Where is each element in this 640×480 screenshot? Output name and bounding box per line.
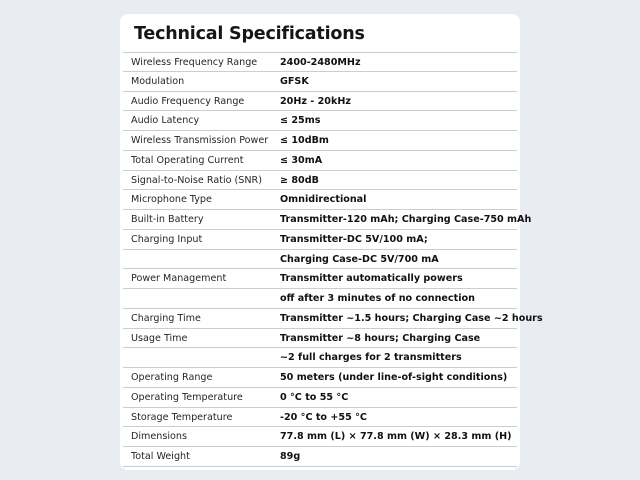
- spec-value: 50 meters (under line-of-sight conditions): [280, 372, 508, 383]
- spec-label: Audio Latency: [131, 115, 200, 127]
- spec-label: Microphone Type: [131, 194, 212, 206]
- spec-row: [123, 171, 517, 191]
- spec-row: [123, 230, 517, 250]
- spec-value: Transmitter ~1.5 hours; Charging Case ~2 hours: [280, 312, 543, 324]
- spec-value: -20 °C to +55 °C: [280, 411, 367, 423]
- spec-row: [123, 408, 517, 428]
- page-title: Technical Specifications: [134, 24, 365, 44]
- spec-value: ≥ 80dB: [280, 174, 319, 186]
- spec-row: [123, 210, 532, 230]
- spec-row: [123, 348, 517, 368]
- spec-label: Modulation: [131, 75, 185, 87]
- spec-value: Transmitter-DC 5V/100 mA;: [280, 233, 428, 245]
- spec-value: Charging Case-DC 5V/700 mA: [280, 253, 439, 265]
- spec-value: ≤ 10dBm: [280, 135, 329, 146]
- spec-label: Power Management: [131, 273, 227, 285]
- spec-label: Usage Time: [131, 332, 188, 344]
- spec-label: Operating Range: [131, 372, 213, 383]
- spec-label: Total Weight: [131, 451, 190, 462]
- spec-row: [123, 388, 517, 408]
- spec-value: 0 °C to 55 °C: [280, 391, 349, 403]
- spec-label: Storage Temperature: [131, 411, 233, 423]
- spec-value: 20Hz - 20kHz: [280, 95, 351, 107]
- spec-value: 89g: [280, 451, 301, 462]
- spec-label: Total Operating Current: [131, 154, 244, 166]
- spec-value: ≤ 30mA: [280, 154, 323, 166]
- spec-label: Audio Frequency Range: [131, 95, 245, 107]
- spec-value: ≤ 25ms: [280, 115, 321, 127]
- spec-row: [123, 368, 517, 388]
- spec-value: Transmitter-120 mAh; Charging Case-750 mAh: [280, 214, 532, 225]
- spec-row: [123, 309, 543, 329]
- spec-row: [123, 52, 517, 72]
- spec-label: Charging Input: [131, 233, 203, 245]
- spec-value: off after 3 minutes of no connection: [280, 293, 475, 304]
- spec-row: [123, 447, 517, 467]
- spec-table: [123, 52, 543, 467]
- spec-label: Operating Temperature: [131, 391, 243, 403]
- spec-label: Charging Time: [131, 312, 201, 324]
- spec-row: [123, 151, 517, 171]
- spec-label: Wireless Frequency Range: [131, 57, 258, 68]
- spec-label: Wireless Transmission Power: [131, 135, 269, 146]
- spec-value: 2400-2480MHz: [280, 57, 361, 68]
- spec-row: [123, 427, 517, 447]
- spec-row: [123, 190, 517, 210]
- spec-value: ~2 full charges for 2 transmitters: [280, 352, 462, 364]
- spec-value: Omnidirectional: [280, 194, 367, 206]
- spec-label: Dimensions: [131, 431, 187, 443]
- spec-row: [123, 250, 517, 270]
- spec-value: Transmitter ~8 hours; Charging Case: [280, 332, 481, 344]
- spec-row: [123, 289, 517, 309]
- spec-value: 77.8 mm (L) × 77.8 mm (W) × 28.3 mm (H): [280, 431, 512, 443]
- spec-row: [123, 329, 517, 349]
- spec-value: GFSK: [280, 75, 309, 87]
- spec-row: [123, 269, 517, 289]
- spec-value: Transmitter automatically powers: [280, 273, 463, 285]
- spec-row: [123, 72, 517, 92]
- spec-label: Signal-to-Noise Ratio (SNR): [131, 174, 262, 186]
- spec-row: [123, 131, 517, 151]
- spec-card: [120, 14, 543, 470]
- spec-row: [123, 111, 517, 131]
- spec-label: Built-in Battery: [131, 214, 204, 225]
- spec-row: [123, 92, 517, 112]
